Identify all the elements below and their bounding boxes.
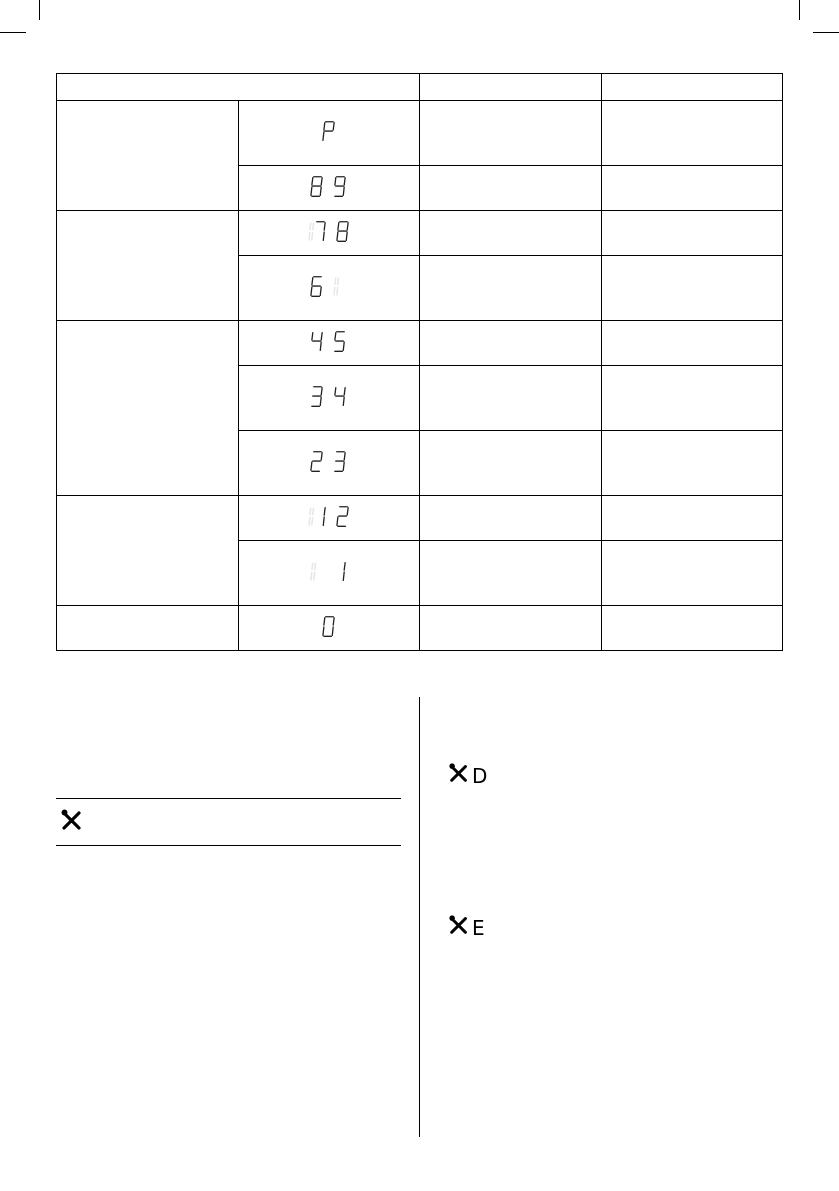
hint-cell [601, 166, 783, 211]
seven-segment-display [310, 560, 347, 587]
use-cell [420, 101, 602, 166]
display-cell [238, 606, 420, 651]
crop-mark-left [39, 0, 40, 20]
display-cell [238, 101, 420, 166]
hint-cell [601, 606, 783, 651]
level-cell [57, 101, 239, 211]
hint-cell [601, 496, 783, 541]
crop-mark-right-h [813, 32, 839, 33]
display-cell [238, 321, 420, 366]
wrench-screwdriver-icon [448, 914, 470, 941]
display-cell [238, 366, 420, 431]
header-use [420, 74, 602, 101]
tool-item-letter: E [472, 915, 485, 940]
hint-cell [601, 366, 783, 431]
wrench-screwdriver-icon [60, 808, 84, 837]
crop-mark-right [799, 0, 800, 20]
level-cell [57, 211, 239, 321]
hint-cell [601, 211, 783, 256]
use-cell [420, 541, 602, 606]
crop-mark-left-h [0, 32, 26, 33]
use-cell [420, 321, 602, 366]
box-rule-bottom [56, 845, 401, 846]
hint-cell [601, 431, 783, 496]
hint-cell [601, 541, 783, 606]
use-cell [420, 211, 602, 256]
hint-cell [601, 321, 783, 366]
seven-segment-display [310, 450, 347, 477]
use-cell [420, 166, 602, 211]
tool-item-e [448, 914, 485, 941]
seven-segment-display [310, 330, 347, 357]
header-hint [601, 74, 783, 101]
table-row [57, 211, 783, 256]
level-cell [57, 496, 239, 606]
use-cell [420, 366, 602, 431]
seven-segment-display [310, 385, 347, 412]
display-cell [238, 256, 420, 321]
seven-segment-display [310, 275, 347, 302]
display-cell [238, 166, 420, 211]
table-header-row [57, 74, 783, 101]
table-row [57, 321, 783, 366]
box-rule-top [56, 798, 401, 799]
tool-item-letter: D [472, 763, 488, 788]
column-divider [419, 697, 420, 1137]
hint-cell [601, 101, 783, 166]
display-cell [238, 541, 420, 606]
table-row [57, 101, 783, 166]
wrench-screwdriver-icon [448, 762, 470, 789]
seven-segment-display [322, 615, 336, 642]
seven-segment-display [310, 175, 347, 202]
display-cell [238, 211, 420, 256]
hint-cell [601, 256, 783, 321]
seven-segment-display [322, 120, 336, 147]
level-cell [57, 321, 239, 496]
use-cell [420, 496, 602, 541]
heat-setting-table [56, 73, 783, 651]
table-row [57, 606, 783, 651]
table-row [57, 496, 783, 541]
use-cell [420, 431, 602, 496]
seven-segment-display [308, 220, 350, 247]
display-cell [238, 431, 420, 496]
use-cell [420, 256, 602, 321]
display-cell [238, 496, 420, 541]
use-cell [420, 606, 602, 651]
level-cell [57, 606, 239, 651]
header-level [57, 74, 420, 101]
seven-segment-display [308, 505, 350, 532]
tool-item-d [448, 762, 487, 789]
